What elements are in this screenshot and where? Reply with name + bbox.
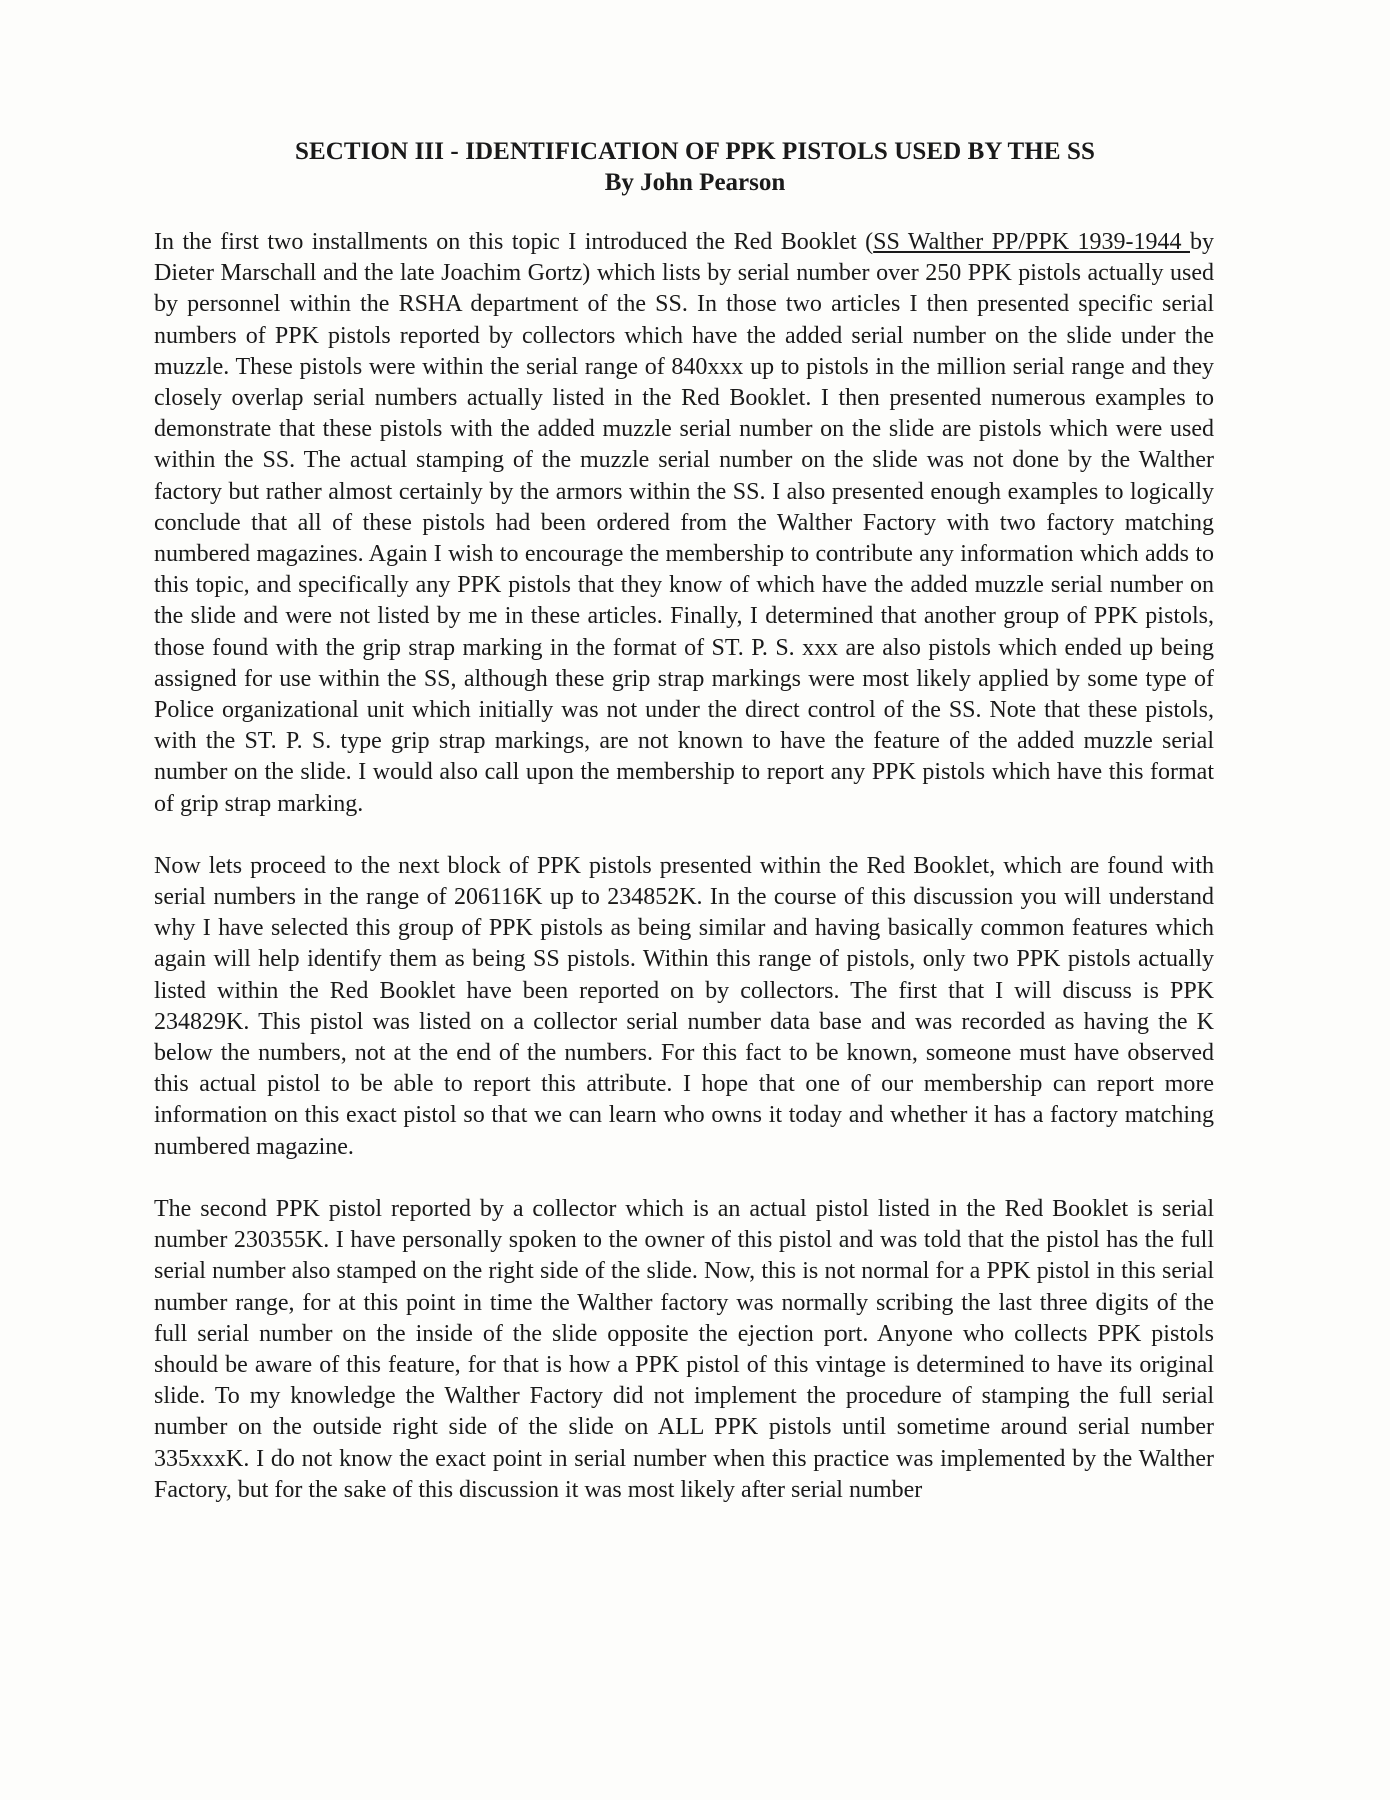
paragraph-1 — [154, 227, 1214, 820]
author-byline: By John Pearson — [604, 169, 786, 196]
paragraph-2: Now lets proceed to the next block of PPK pistols presented within the Red Booklet, which are found with serial numbers in the range of 206116K up to 234852K. In the course of this discussion you will understand why I have selected this group of PPK pistols as being similar and having basically common features which again will help identify them as being SS pistols. Within this range of pistols, only two PPK pistols actually listed within the Red Booklet have been reported on by collectors. The first that I will discuss is PPK 234829K. This pistol was listed on a collector serial number data base and was recorded as having the K below the numbers, not at the end of the numbers. For this fact to be known, someone must have observed this actual pistol to be able to report this attribute. I hope that one of our membership can report more information on this exact pistol so that we can learn who owns it today and whether it has a factory matching numbered magazine. — [154, 852, 1214, 1160]
document-header — [0, 136, 1390, 198]
paragraph-1-text-before: In the first two installments on this topic I introduced the Red Booklet ( — [154, 229, 874, 255]
document-body — [154, 227, 1214, 1537]
paragraph-1-text-after: by Dieter Marschall and the late Joachim Gortz) which lists by serial number over 250 PPK pistols actually used by personnel within the RSHA department of the SS. In those two articles I then presented specific serial numbers of PPK pistols reported by collectors which have the added serial number on the slide under the muzzle. These pistols were within the serial range of 840xxx up to pistols in the million serial range and they closely overlap serial numbers actually listed in the Red Booklet. I then presented numerous examples to demonstrate that these pistols with the added muzzle serial number on the slide are pistols which were used within the SS. The actual stamping of the muzzle serial number on the slide was not done by the Walther factory but rather almost certainly by the armors within the SS. I also presented enough examples to logically conclude that all of these pistols had been ordered from the Walther Factory with two factory matching numbered magazines. Again I wish to encourage the membership to contribute any information which adds to this topic, and specifically any PPK pistols that they know of which have the added muzzle serial number on the slide and were not listed by me in these articles. Finally, I determined that another group of PPK pistols, those found with the grip strap marking in the format of ST. P. S. xxx are also pistols which ended up being assigned for use within the SS, although these grip strap markings were most likely applied by some type of Police organizational unit which initially was not under the direct control of the SS. Note that these pistols, with the ST. P. S. type grip strap markings, are not known to have the feature of the added muzzle serial number on the slide. I would also call upon the membership to report any PPK pistols which have this format of grip strap marking. — [154, 229, 1214, 817]
booklet-title-underlined: SS Walther PP/PPK 1939-1944 — [873, 229, 1190, 255]
paragraph-3: The second PPK pistol reported by a collector which is an actual pistol listed in the Red Booklet is serial number 230355K. I have personally spoken to the owner of this pistol and was told that the pistol has the full serial number also stamped on the right side of the slide. Now, this is not normal for a PPK pistol in this serial number range, for at this point in time the Walther factory was normally scribing the last three digits of the full serial number on the inside of the slide opposite the ejection port. Anyone who collects PPK pistols should be aware of this feature, for that is how a PPK pistol of this vintage is determined to have its original slide. To my knowledge the Walther Factory did not implement the procedure of stamping the full serial number on the outside right side of the slide on ALL PPK pistols until sometime around serial number 335xxxK. I do not know the exact point in serial number when this practice was implemented by the Walther Factory, but for the sake of this discussion it was most likely after serial number — [154, 1195, 1214, 1503]
section-title: SECTION III - IDENTIFICATION OF PPK PISTOLS USED BY THE SS — [295, 138, 1095, 165]
